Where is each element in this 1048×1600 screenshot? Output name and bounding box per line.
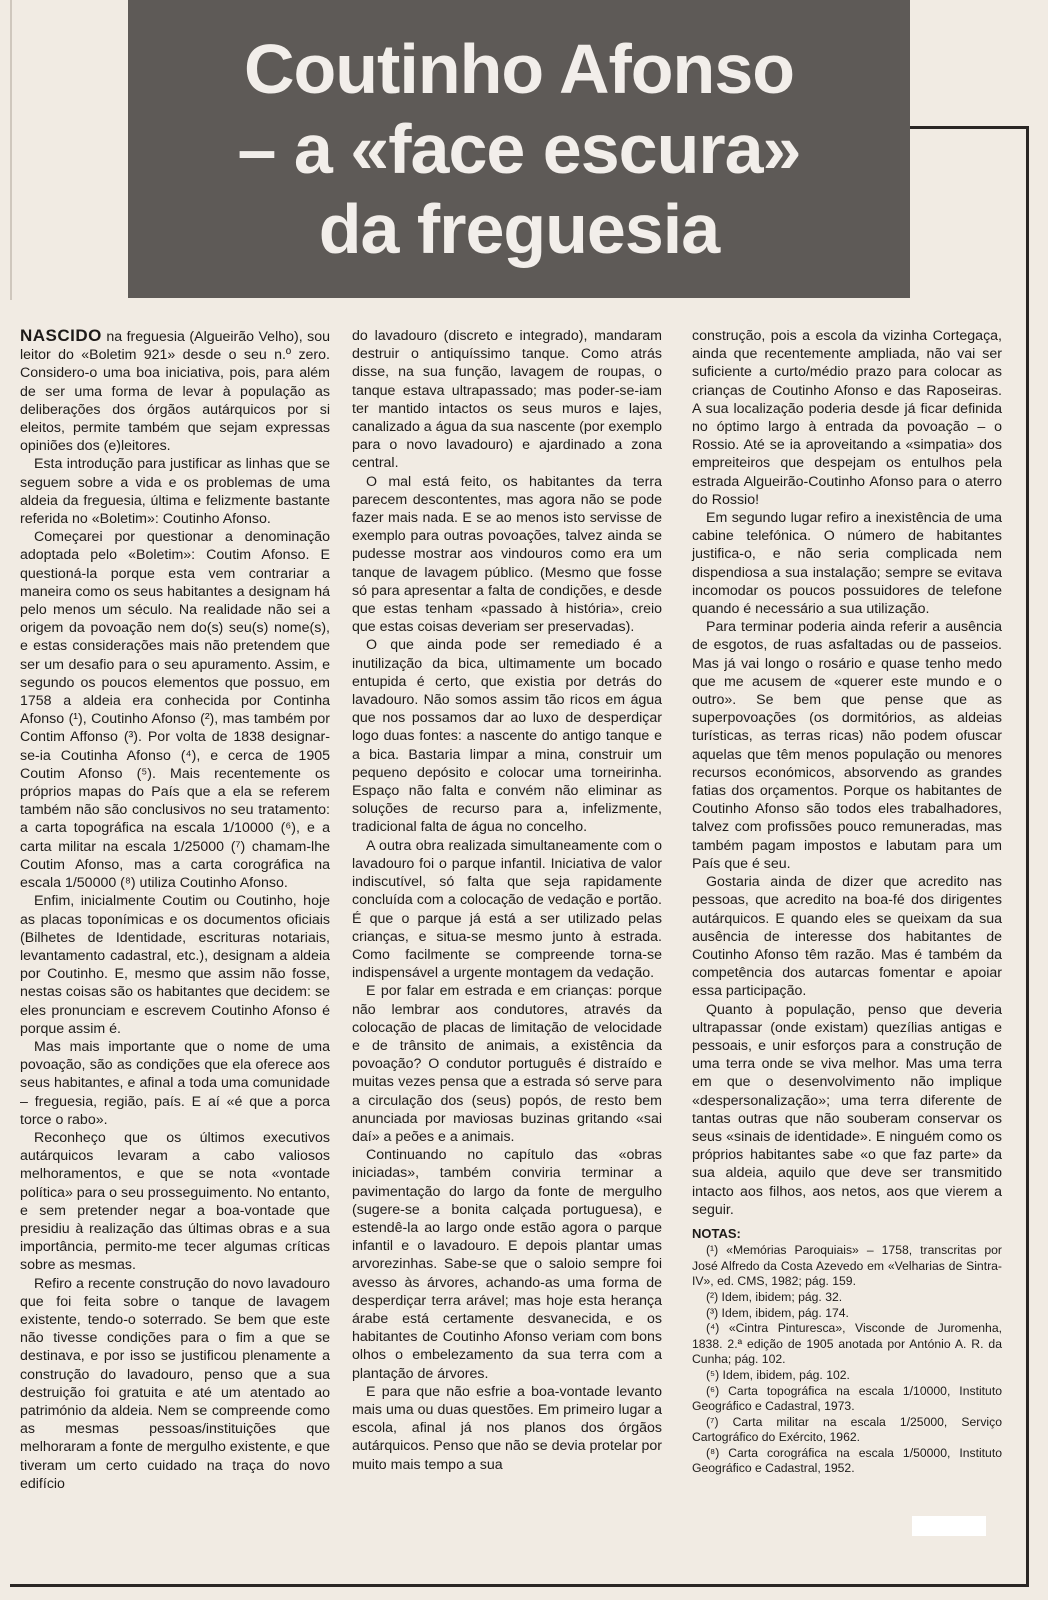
paragraph: Para terminar poderia ainda referir a ausência de esgotos, de ruas asfaltadas ou de passeios. Mas já vai longo o rosário e quase tenho medo que me acusem de «querer este mundo e o outro». Se bem que pense que as superpovoações (os dormitórios, as aldeias turísticas, as terras ricas) não podem ofuscar aquelas que têm menos população ou menores recursos económicos, absorvendo as grandes fatias dos orçamentos. Porque os habitantes de Coutinho Afonso são todos eles trabalhadores, talvez com profissões pouco remuneradas, mas também pagam impostos e labutam para um País que é seu. — [692, 619, 1002, 872]
footnote: (⁴) «Cintra Pinturesca», Visconde de Juromenha, 1838. 2.ª edição de 1905 anotada por António A. R. da Cunha; pág. 102. — [692, 1321, 1002, 1367]
footnote: (²) Idem, ibidem; pág. 32. — [706, 1289, 843, 1304]
headline-box — [128, 0, 910, 298]
paragraph: A outra obra realizada simultaneamente com o lavadouro foi o parque infantil. Iniciativa de valor indiscutível, só falta que seja rapidamente concluída com a colocação de vedação e portão. É que o parque já está a ser utilizado pelas crianças, e situa-se mesmo junto à estrada. Como facilmente se compreende torna-se indispensável a urgente montagem da vedação. — [352, 837, 662, 982]
article-column-3 — [692, 327, 1002, 1477]
headline-line-2: – a «face escura» — [237, 110, 801, 188]
footnote: (³) Idem, ibidem, pág. 174. — [706, 1305, 849, 1320]
headline-line-1: Coutinho Afonso — [243, 30, 795, 108]
left-margin-rule — [10, 0, 12, 300]
footnote: (⁸) Carta corográfica na escala 1/50000, Instituto Geográfico e Cadastral, 1952. — [692, 1445, 1002, 1476]
paragraph: Enfim, inicialmente Coutim ou Coutinho, hoje as placas toponímicas e os documentos oficiais (Bilhetes de Identidade, escrituras notariais, levantamento cadastral, etc.), designam a aldeia por Coutinho. E, mesmo que assim não fosse, nestas coisas são os habitantes que decidem: se eles pronunciam e escrevem Coutinho Afonso é porque assim é. — [20, 893, 330, 1037]
paragraph: O que ainda pode ser remediado é a inutilização da bica, ultimamente um bocado entupida é certo, que existia por detrás do lavadouro. Não somos assim tão ricos em água que nos possamos dar ao luxo de desperdiçar logo duas fontes: a nascente do antigo tanque e a bica. Bastaria limpar a mina, construir um pequeno depósito e colocar uma torneirinha. Espaço não falta e convém não eliminar as soluções de recurso para a, infelizmente, tradicional falta de água no concelho. — [352, 637, 662, 836]
paragraph: Refiro a recente construção do novo lavadouro que foi feita sobre o tanque de lavagem existente, tendo-o soterrado. Se bem que este não tivesse condições para o fim a que se destinava, e por isso se justificou plenamente a construção do lavadouro, penso que a sua destruição foi gratuita e até um atentado ao património da aldeia. Nem se compreende como as mesmas pessoas/instituições que melhoraram a fonte de mergulho existente, e que tiveram um certo cuidado na traça do novo edifício — [20, 1275, 330, 1492]
border-rule-right — [1026, 126, 1029, 1586]
paragraph: construção, pois a escola da vizinha Cortegaça, ainda que recentemente ampliada, não vai ser suficiente a curto/médio prazo para colocar as crianças de Coutinho Afonso e das Raposeiras. A sua localização poderia desde já ficar definida no óptimo largo à entrada da povoação – o Rossio. Até se ia aproveitando a «simpatia» dos empreiteiros que despejam os entulhos pela estrada Algueirão-Coutinho Afonso para o aterro do Rossio! — [692, 328, 1002, 508]
paragraph: NASCIDO na freguesia (Algueirão Velho), sou leitor do «Boletim 921» desde o seu n.º zero. Considero-o uma boa iniciativa, pois, para além de ser uma forma de levar à população as deliberações dos órgãos autárquicos por si eleitos, permite também que sejam expressas opiniões dos (e)leitores. — [20, 326, 330, 455]
headline-line-3: da freguesia — [318, 190, 720, 268]
paragraph: do lavadouro (discreto e integrado), mandaram destruir o antiquíssimo tanque. Como atrás disse, na sua função, lavagem de roupas, o tanque estava ultrapassado; mas poder-se-iam ter mantido intactos os seus muros e lajes, canalizado a água da sua nascente (por exemplo para o novo lavadouro) e ajardinado a zona central. — [352, 328, 662, 472]
paragraph: Esta introdução para justificar as linhas que se seguem sobre a vida e os problemas de uma aldeia da freguesia, última e felizmente bastante referida no «Boletim»: Coutinho Afonso. — [20, 456, 330, 528]
border-rule-bottom — [10, 1584, 1029, 1587]
footnote: (⁶) Carta topográfica na escala 1/10000, Instituto Geográfico e Cadastral, 1973. — [692, 1383, 1002, 1414]
paragraph: E para que não esfrie a boa-vontade levanto mais uma ou duas questões. Em primeiro lugar a escola, afinal já nos planos dos órgãos autárquicos. Penso que não se devia protelar por muito mais tempo a sua — [352, 1383, 662, 1473]
paper-patch — [912, 1516, 986, 1536]
paragraph: Continuando no capítulo das «obras iniciadas», também conviria terminar a pavimentação do largo da fonte de mergulho (sugere-se a bonita calçada portuguesa), e estendê-la ao largo onde estão agora o parque infantil e o lavadouro. E depois plantar umas arvorezinhas. Sabe-se que o saloio sempre foi avesso às árvores, achando-as uma forma de desperdiçar terra arável; mas hoje esta herança árabe está certamente desvanecida, e os habitantes de Coutinho Afonso veriam com bons olhos o embelezamento da sua terra com a plantação de árvores. — [352, 1147, 662, 1382]
footnote: (⁵) Idem, ibidem, pág. 102. — [706, 1367, 850, 1382]
paragraph: Começarei por questionar a denominação adoptada pelo «Boletim»: Coutim Afonso. E questioná-la porque esta vem contrariar a maneira como os seus habitantes a designam há pelo menos um século. Na realidade não sei a origem da povoação nem do(s) seu(s) nome(s), e estas considerações mais não pretendem que ser um desafio para o seu apuramento. Assim, e segundo os poucos elementos que possuo, em 1758 a aldeia era conhecida por Continha Afonso (¹), Coutinho Afonso (²), mas também por Contim Affonso (³). Por volta de 1838 designar-se-ia Coutinha Afonso (⁴), e cerca de 1905 Coutim Afonso (⁵). Mais recentemente os próprios mapas do País que a ela se referem também não são conclusivos no seu tratamento: a carta topográfica na escala 1/10000 (⁶), e a carta militar na escala 1/25000 (⁷) chamam-lhe Coutim Afonso, mas a carta corográfica na escala 1/50000 (⁸) utiliza Coutinho Afonso. — [20, 529, 330, 892]
paragraph: Quanto à população, penso que deveria ultrapassar (onde existam) quezílias antigas e pessoais, e unir esforços para a construção de uma terra onde se viva melhor. Mas uma terra em que o desenvolvimento não implique «despersonalização»; uma terra diferente de tantas outras que não souberam conservar os seus «sinais de identidade». E ninguém como os próprios habitantes sabe «o que faz parte» da sua aldeia, aquilo que deve ser transmitido intacto aos filhos, aos netos, aos que vierem a seguir. — [692, 1001, 1002, 1218]
article-column-2 — [352, 327, 662, 1474]
paragraph: Gostaria ainda de dizer que acredito nas pessoas, que acredito na boa-fé dos dirigentes autárquicos. E quando eles se queixam da sua ausência de interesse dos habitantes de Coutinho Afonso têm razão. Mas é também da competência dos autarcas fomentar e apoiar essa participação. — [692, 874, 1002, 1000]
notes-title: NOTAS: — [692, 1225, 741, 1241]
footnote: (⁷) Carta militar na escala 1/25000, Serviço Cartográfico do Exército, 1962. — [692, 1414, 1002, 1445]
paragraph: O mal está feito, os habitantes da terra parecem descontentes, mas agora não se pode fazer mais nada. E se ao menos isto servisse de exemplo para outras povoações, talvez ainda se pudesse mostrar aos vindouros como era um tanque de lavagem público. (Mesmo que fosse só para apresentar a falta de condições, e desde que estas tenham «passado à história», creio que estas coisas deveriam ser preservadas). — [352, 473, 662, 636]
paragraph: E por falar em estrada e em crianças: porque não lembrar aos condutores, através da colocação de placas de limitação de velocidade e de trânsito de animais, a existência da povoação? O condutor português é distraído e muitas vezes pensa que a estrada só serve para a circulação dos (seus) popós, de resto bem anunciada por maviosas buzinas gritando «sai daí» a peões e a animais. — [352, 983, 662, 1145]
drop-cap: NASCIDO — [20, 326, 102, 345]
article-column-1 — [20, 327, 330, 1493]
border-rule-top — [910, 126, 1028, 129]
paragraph: Em segundo lugar refiro a inexistência de uma cabine telefónica. O número de habitantes justifica-o, e não seria complicada nem dispendiosa a sua instalação; sempre se evitava incomodar os poucos possuidores de telefone quando é necessário a sua utilização. — [692, 510, 1002, 618]
footnote: (¹) «Memórias Paroquiais» – 1758, transcritas por José Alfredo da Costa Azevedo em «Velharias de Sintra-IV», ed. CMS, 1982; pág. 159. — [692, 1243, 1002, 1289]
paragraph: Mas mais importante que o nome de uma povoação, são as condições que ela oferece aos seus habitantes, e afinal a toda uma comunidade – freguesia, região, país. E aí «é que a porca torce o rabo». — [20, 1038, 330, 1128]
paragraph: Reconheço que os últimos executivos autárquicos levaram a cabo valiosos melhoramentos, e que se nota «vontade política» para o seu prosseguimento. No entanto, e sem pretender negar a boa-vontade que presidiu à realização das últimas obras e a sua importância, permito-me tecer algumas críticas sobre as mesmas. — [20, 1129, 330, 1274]
